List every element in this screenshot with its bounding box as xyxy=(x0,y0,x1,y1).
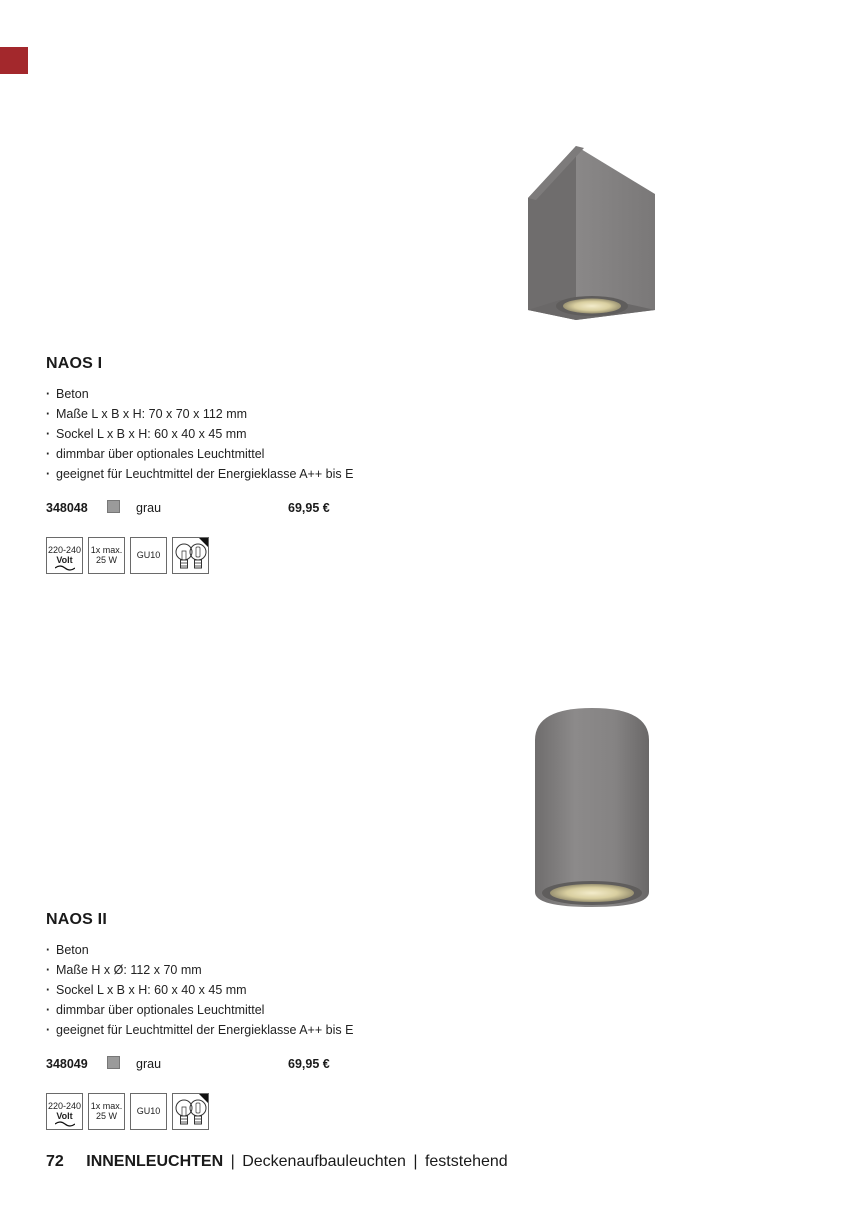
footer-separator: | xyxy=(413,1153,418,1170)
color-swatch xyxy=(107,1056,120,1069)
bulb-icon xyxy=(174,1097,208,1129)
feature-item: · Beton xyxy=(46,940,353,960)
feature-item: · dimmbar über optionales Leuchtmittel xyxy=(46,444,353,464)
naos-i-product-image xyxy=(520,140,665,330)
page-number: 72 xyxy=(46,1153,64,1170)
bulb-icon xyxy=(174,541,208,573)
article-number: 348048 xyxy=(46,501,88,515)
section-name: INNENLEUCHTEN xyxy=(86,1153,224,1170)
product-title: NAOS I xyxy=(46,355,103,372)
color-label: grau xyxy=(136,1057,162,1071)
subsection-name: feststehend xyxy=(424,1153,508,1170)
feature-item: · Sockel L x B x H: 60 x 40 x 45 mm xyxy=(46,424,353,444)
feature-item: · Sockel L x B x H: 60 x 40 x 45 mm xyxy=(46,980,353,1000)
socket-icon: GU10 xyxy=(130,537,167,574)
product-title: NAOS II xyxy=(46,911,107,928)
feature-item: · dimmbar über optionales Leuchtmittel xyxy=(46,1000,353,1020)
feature-item: · geeignet für Leuchtmittel der Energieklasse A++ bis E xyxy=(46,1020,353,1040)
article-row xyxy=(46,1055,346,1075)
page-footer xyxy=(46,1153,508,1171)
dimmable-bulb-icon xyxy=(172,1093,209,1130)
article-number: 348049 xyxy=(46,1057,88,1071)
feature-list xyxy=(46,940,353,1040)
voltage-icon: 220-240 Volt xyxy=(46,537,83,574)
ac-wave-icon xyxy=(55,565,75,571)
wattage-icon: 1x max. 25 W xyxy=(88,1093,125,1130)
price: 69,95 € xyxy=(288,501,330,515)
ac-wave-icon xyxy=(55,1121,75,1127)
color-label: grau xyxy=(136,501,162,515)
dimmable-bulb-icon xyxy=(172,537,209,574)
subsection-name: Deckenaufbauleuchten xyxy=(242,1153,406,1170)
color-swatch xyxy=(107,500,120,513)
feature-item: · Maße H x Ø: 112 x 70 mm xyxy=(46,960,353,980)
footer-separator: | xyxy=(230,1153,235,1170)
socket-icon: GU10 xyxy=(130,1093,167,1130)
feature-item: · Maße L x B x H: 70 x 70 x 112 mm xyxy=(46,404,353,424)
feature-list xyxy=(46,384,353,484)
feature-item: · Beton xyxy=(46,384,353,404)
wattage-icon: 1x max. 25 W xyxy=(88,537,125,574)
naos-ii-product-image xyxy=(525,700,660,915)
chapter-marker xyxy=(0,47,28,74)
price: 69,95 € xyxy=(288,1057,330,1071)
article-row xyxy=(46,499,346,519)
voltage-icon: 220-240 Volt xyxy=(46,1093,83,1130)
feature-item: · geeignet für Leuchtmittel der Energieklasse A++ bis E xyxy=(46,464,353,484)
